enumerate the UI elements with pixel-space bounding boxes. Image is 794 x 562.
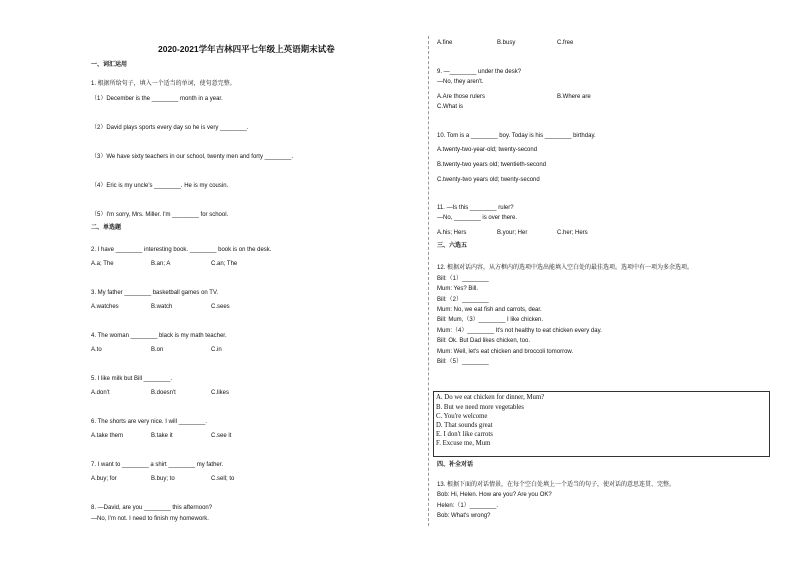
box-option-a: A. Do we eat chicken for dinner, Mum? [436,394,545,401]
q13-line: Bob: Hi, Helen. How are you? Are you OK? [437,492,552,498]
question-3-option-b[interactable]: B.watch [151,304,173,310]
question-5: 5. I like milk but Bill ________. [91,376,173,382]
question-3-option-a[interactable]: A.watches [91,304,119,310]
question-3: 3. My father ________ basketball games on TV. [91,290,219,296]
question-11-line-1: 11. —Is this ________ ruler? [437,205,514,211]
column-divider [428,36,429,526]
box-option-e: E. I don't like carrots [436,431,493,438]
question-8-line-1: 8. —David, are you ________ this afternoon? [91,505,213,511]
question-11-option-c[interactable]: C.her; Hers [557,230,588,236]
question-6-option-a[interactable]: A.take them [91,433,124,439]
question-9-line-1: 9. —________ under the desk? [437,69,522,75]
question-11-option-b[interactable]: B.your; Her [497,230,528,236]
question-6-option-b[interactable]: B.take it [151,433,173,439]
dialogue-line: Mum:（4）________ It's not healthy to eat chicken every day. [437,328,602,334]
question-8-option-c[interactable]: C.free [557,40,574,46]
box-option-b: B. But we need more vegetables [436,404,524,411]
question-9-option-b[interactable]: B.Where are [557,94,591,100]
question-7-option-a[interactable]: A.buy; for [91,476,117,482]
question-7: 7. I want to ________ a shirt ________ my father. [91,462,224,468]
question-1-item-2: （2）David plays sports every day so he is very ________. [91,125,249,131]
question-9-option-a[interactable]: A.Are those rulers [437,94,486,100]
question-7-option-c[interactable]: C.sell; to [211,476,235,482]
question-4-option-b[interactable]: B.on [151,347,164,353]
dialogue-line: Bill:（2）________ [437,297,489,303]
question-9-line-2: —No, they aren't. [437,79,484,85]
box-option-d: D. That sounds great [436,422,493,429]
question-1-item-5: （5）I'm sorry, Mrs. Miller. I'm ________ for school. [91,212,229,218]
question-2-option-a[interactable]: A.a; The [91,261,114,267]
question-1-stem: 1. 根据所给句子，填入一个适当的单词，使句意完整。 [91,81,236,87]
question-10-option-c[interactable]: C.twenty-two years old; twenty-second [437,177,540,183]
question-2-option-b[interactable]: B.an; A [151,261,171,267]
question-11-option-a[interactable]: A.his; Hers [437,230,467,236]
q13-line: Helen:（1）________. [437,503,499,509]
question-4-option-c[interactable]: C.in [211,347,222,353]
question-5-option-b[interactable]: B.doesn't [151,390,176,396]
page-title: 2020-2021学年吉林四平七年级上英语期末试卷 [158,44,335,54]
question-5-option-a[interactable]: A.don't [91,390,110,396]
question-3-option-c[interactable]: C.sees [211,304,230,310]
question-13-stem: 13. 根据下面的对话情景，在每个空白处填上一个适当的句子，使对话的意思连贯、完整。 [437,482,676,488]
question-7-option-b[interactable]: B.buy; to [151,476,175,482]
question-10-option-b[interactable]: B.twenty-two years old; twentieth-second [437,162,547,168]
question-6: 6. The shorts are very nice. I will ________. [91,419,207,425]
question-11-line-2: —No, ________ is over there. [437,215,518,221]
question-1-item-3: （3）We have sixty teachers in our school, twenty men and forty ________. [91,154,293,160]
section-single-choice: 二、单选题 [91,225,122,231]
q13-line: Bob: What's wrong? [437,513,491,519]
dialogue-line: Bill:（1）________ [437,276,489,282]
question-1-item-1: （1）December is the ________ month in a year. [91,96,223,102]
question-10: 10. Tom is a ________ boy. Today is his ________ birthday. [437,133,596,139]
dialogue-line: Bill: Ok. But Dad likes chicken, too. [437,338,531,344]
box-option-f: F. Excuse me, Mum [436,440,491,447]
question-5-option-c[interactable]: C.likes [211,390,230,396]
question-4: 4. The woman ________ black is my math teacher. [91,333,227,339]
box-option-c: C. You're welcome [436,413,488,420]
question-9-option-c[interactable]: C.What is [437,104,464,110]
dialogue-line: Mum: Well, let's eat chicken and broccoli tomorrow. [437,349,574,355]
options-box [433,391,770,457]
dialogue-line: Bill:（5）________ [437,359,489,365]
question-8-option-a[interactable]: A.fine [437,40,453,46]
section-vocabulary: 一、词汇运用 [91,62,128,68]
dialogue-line: Mum: No, we eat fish and carrots, dear. [437,307,542,313]
question-2: 2. I have ________ interesting book. ________ book is on the desk. [91,247,272,253]
dialogue-line: Mum: Yes? Bill. [437,286,479,292]
question-8-option-b[interactable]: B.busy [497,40,516,46]
section-six-choose-five: 三、六选五 [437,243,468,249]
question-6-option-c[interactable]: C.see it [211,433,232,439]
question-12-stem: 12. 根据对话内容，从方框内的选项中选出能填入空白处的最佳选项。选项中有一项为多余选项。 [437,265,694,271]
question-4-option-a[interactable]: A.to [91,347,102,353]
section-complete-dialogue: 四、补全对话 [437,462,474,468]
question-10-option-a[interactable]: A.twenty-two-year-old; twenty-second [437,147,538,153]
question-8-line-2: —No, I'm not. I need to finish my homework. [91,516,209,522]
question-2-option-c[interactable]: C.an; The [211,261,238,267]
question-1-item-4: （4）Eric is my uncle's ________. He is my cousin. [91,183,229,189]
dialogue-line: Bill: Mum,（3）________ I like chicken. [437,317,544,323]
